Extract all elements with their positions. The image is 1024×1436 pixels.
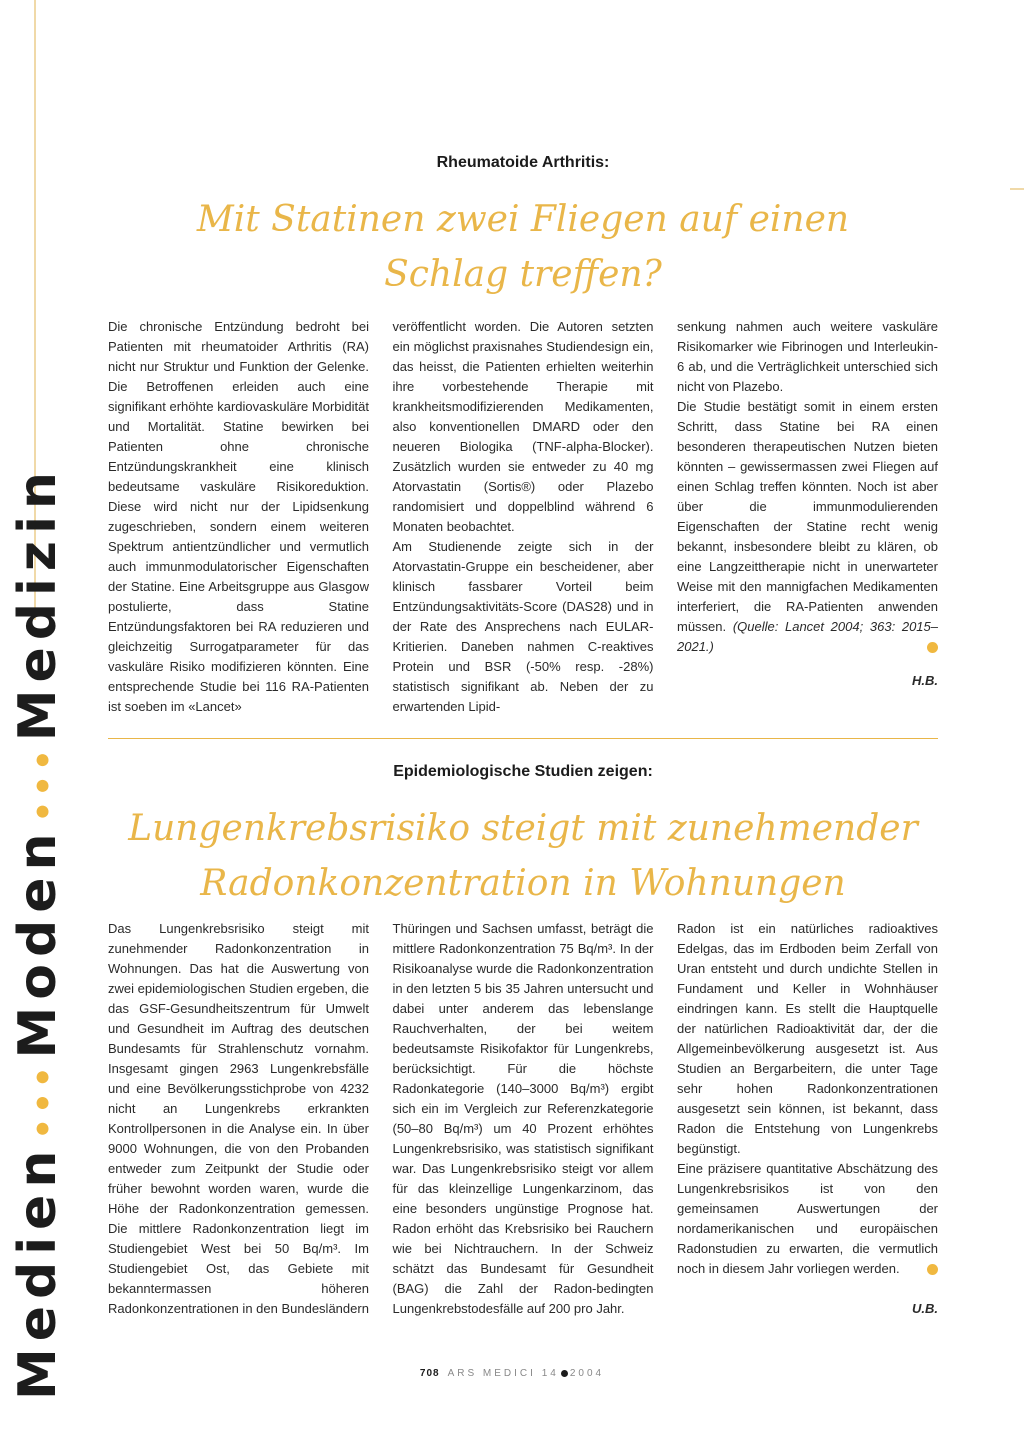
article1-author: H.B. xyxy=(912,673,938,688)
section-word-medien: Medien xyxy=(8,1143,68,1400)
article2-paragraph xyxy=(677,1159,938,1279)
article2-paragraph: Das Lungenkrebsrisiko steigt mit zunehmender Radonkonzentration in Wohnungen. Das hat die Auswertung von zwei epidemiologischen Studien ergeben, die das GSF-Gesundheitszentrum für Umwelt und Gesundheit im Auftrag des deutschen Bundesamts für Strahlenschutz vornahm. Insgesamt gingen 2963 Lungenkrebsfälle und eine Bevölkerungsstichprobe von 4232 nicht an Lungenkrebs erkrankten Kontrollpersonen in die Analyse ein. In über 9000 Wohnungen, die von den Probanden entweder zum Zeitpunkt der Studie oder früher bewohnt worden waren, wurde die Höhe der Radonkonzentration gemessen. Die mittlere Radonkonzentration liegt im Studiengebiet West bei 50 Bq/m³. Im Studiengebiet Ost, das Gebiete mit bekanntermassen höheren Radonkonzentrationen in den Bundesländern xyxy=(108,921,369,1316)
article2-paragraph: Thüringen und Sachsen umfasst, beträgt die mittlere Radonkonzentration 75 Bq/m³. In der Risikoanalyse wurde die Radonkonzentration in den letzten 5 bis 35 Jahren untersucht und dabei unter anderem das lebenslange Rauchverhalten, der bei weitem bedeutsamste Risikofaktor für Lungenkrebs, berücksichtigt. Für die höchste Radonkategorie (140–3000 Bq/m³) ergibt sich ein im Vergleich zur Referenzkategorie (50–80 Bq/m³) um 40 Prozent erhöhtes Lungenkrebsrisiko, was statistisch signifikant war. Das Lungenkrebsrisiko steigt vor allem für das kleinzellige Lungenkarzinom, das eine besonders ungünstige Prognose hat. Radon erhöht das Krebsrisiko bei Rauchern wie bei Nichtrauchern. In der Schweiz schätzt das Bundesamt für Gesundheit (BAG) die Zahl der Radon-bedingten Lungenkrebstodesfälle auf 200 pro Jahr. xyxy=(392,921,654,1316)
journal-name: ARS MEDICI 14 xyxy=(447,1368,559,1379)
footer-dot-icon xyxy=(561,1370,568,1377)
section-bullets: ••• xyxy=(24,1062,64,1140)
article2-column-1 xyxy=(108,919,369,1319)
article2-paragraph: Radon ist ein natürliches radioaktives Edelgas, das im Erdboden beim Zerfall von Uran entsteht und durch undichte Stellen in Fundament und Keller in Wohnhäuser eindringen kann. Es stellt die Hauptquelle der natürlichen Radioaktivität dar, der die Allgemeinbevölkerung ausgesetzt ist. Aus Studien an Bergarbeitern, die unter Tage sehr hohen Radonkonzentrationen ausgesetzt sein können, ist bekannt, dass Radon die Entstehung von Lungenkrebs begünstigt. xyxy=(677,921,938,1156)
margin-tick-right xyxy=(1010,188,1024,190)
article2-kicker: Epidemiologische Studien zeigen: xyxy=(393,763,653,780)
page-footer xyxy=(0,1368,1024,1379)
article2-paragraph-text: Eine präzisere quantitative Abschätzung des Lungenkrebsrisikos ist von den gemeinsamen Auswertungen der nordamerikanischen und europäischen Radonstudien zu erwarten, die vermutlich noch in diesem Jahr vorliegen werden. xyxy=(677,1161,938,1276)
section-label-vertical xyxy=(8,465,68,1400)
page-number: 708 xyxy=(419,1368,440,1379)
article1-column-1 xyxy=(108,317,369,717)
article1-headline xyxy=(108,192,938,302)
article2-column-3 xyxy=(677,919,938,1319)
article1-column-3 xyxy=(677,317,938,717)
article-divider xyxy=(108,738,938,739)
section-bullets: ••• xyxy=(24,745,64,823)
article2-column-2 xyxy=(393,919,654,1319)
article1-headline-line1: Mit Statinen zwei Fliegen auf einen xyxy=(196,199,850,240)
article2-headline xyxy=(108,801,938,911)
article1-column-2 xyxy=(393,317,654,717)
article1-body xyxy=(108,317,938,717)
article1-paragraph xyxy=(677,397,938,657)
article2-headline-line1: Lungenkrebsrisiko steigt mit zunehmender xyxy=(128,808,918,849)
section-word-moden: Moden xyxy=(8,826,68,1059)
article1-paragraph: Die chronische Entzündung bedroht bei Patienten mit rheumatoider Arthritis (RA) nicht nur Struktur und Funktion der Gelenke. Die Betroffenen erleiden auch eine signifikant erhöhte kardiovaskuläre Morbidität und Mortalität. Statine bewirken bei Patienten ohne chronische Entzündungskrankheit eine klinisch bedeutsame vaskuläre Risikoreduktion. Diese wird nicht nur der Lipidsenkung zugeschrieben, sondern einem weiteren Spektrum antientzündlicher und vermutlich auch immunmodulatorischer Eigenschaften der Statine. Eine Arbeitsgruppe aus Glasgow postulierte, dass Statine Entzündungsfaktoren bei RA reduzieren und gleichzeitig Surrogatparameter für das vaskuläre Risiko modifizieren könnten. Eine entsprechende Studie bei 116 RA-Patienten ist soeben im «Lancet» xyxy=(108,319,369,714)
end-mark-icon xyxy=(927,642,938,653)
article1-kicker: Rheumatoide Arthritis: xyxy=(436,154,610,171)
journal-year: 2004 xyxy=(569,1368,605,1379)
article1-source: (Quelle: Lancet 2004; 363: 2015–2021.) xyxy=(677,619,938,654)
article1-paragraph-text: Die Studie bestätigt somit in einem ersten Schritt, dass Statine bei RA einen besonderen therapeutischen Nutzen bieten könnten – gewissermassen zwei Fliegen auf einen Schlag treffen könnten. Noch ist aber über die immunmodulierenden Eigenschaften der Statine recht wenig bekannt, insbesondere bleibt zu klären, ob eine Langzeittherapie nicht in unerwarteter Weise mit den mannigfachen Medikamenten interferiert, die RA-Patienten anwenden müssen. xyxy=(677,399,938,634)
article1-paragraph: veröffentlicht worden. Die Autoren setzten ein möglichst praxisnahes Studiendesign ein, das heisst, die Patienten erhielten weiterhin ihre vorbestehende Therapie mit krankheitsmodifizierenden Medikamenten, also konventionellen DMARD oder den neueren Biologika (TNF-alpha-Blocker). Zusätzlich wurden sie entweder zu 40 mg Atorvastatin (Sortis®) oder Plazebo randomisiert und doppelblind während 6 Monaten beobachtet. xyxy=(392,319,654,534)
article1-headline-line2: Schlag treffen? xyxy=(384,254,662,295)
article1-paragraph: Am Studienende zeigte sich in der Atorvastatin-Gruppe ein bescheidener, aber klinisch fassbarer Vorteil beim Entzündungsaktivitäts-Score (DAS28) und in der Rate des Ansprechens nach EULAR-Kritierien. Daneben nahmen C-reaktives Protein und BSR (-50% resp. -28%) statistisch signifikant ab. Neben der zu erwartenden Lipid- xyxy=(392,539,654,714)
section-word-medizin: Medizin xyxy=(8,465,68,742)
end-mark-icon xyxy=(927,1264,938,1275)
article2-body xyxy=(108,919,938,1319)
article2-headline-line2: Radonkonzentration in Wohnungen xyxy=(200,863,846,904)
article1-paragraph: senkung nahmen auch weitere vaskuläre Risikomarker wie Fibrinogen und Interleukin-6 ab, und die Verträglichkeit unterschied sich nicht von Plazebo. xyxy=(677,319,938,394)
article2-author: U.B. xyxy=(912,1301,938,1316)
